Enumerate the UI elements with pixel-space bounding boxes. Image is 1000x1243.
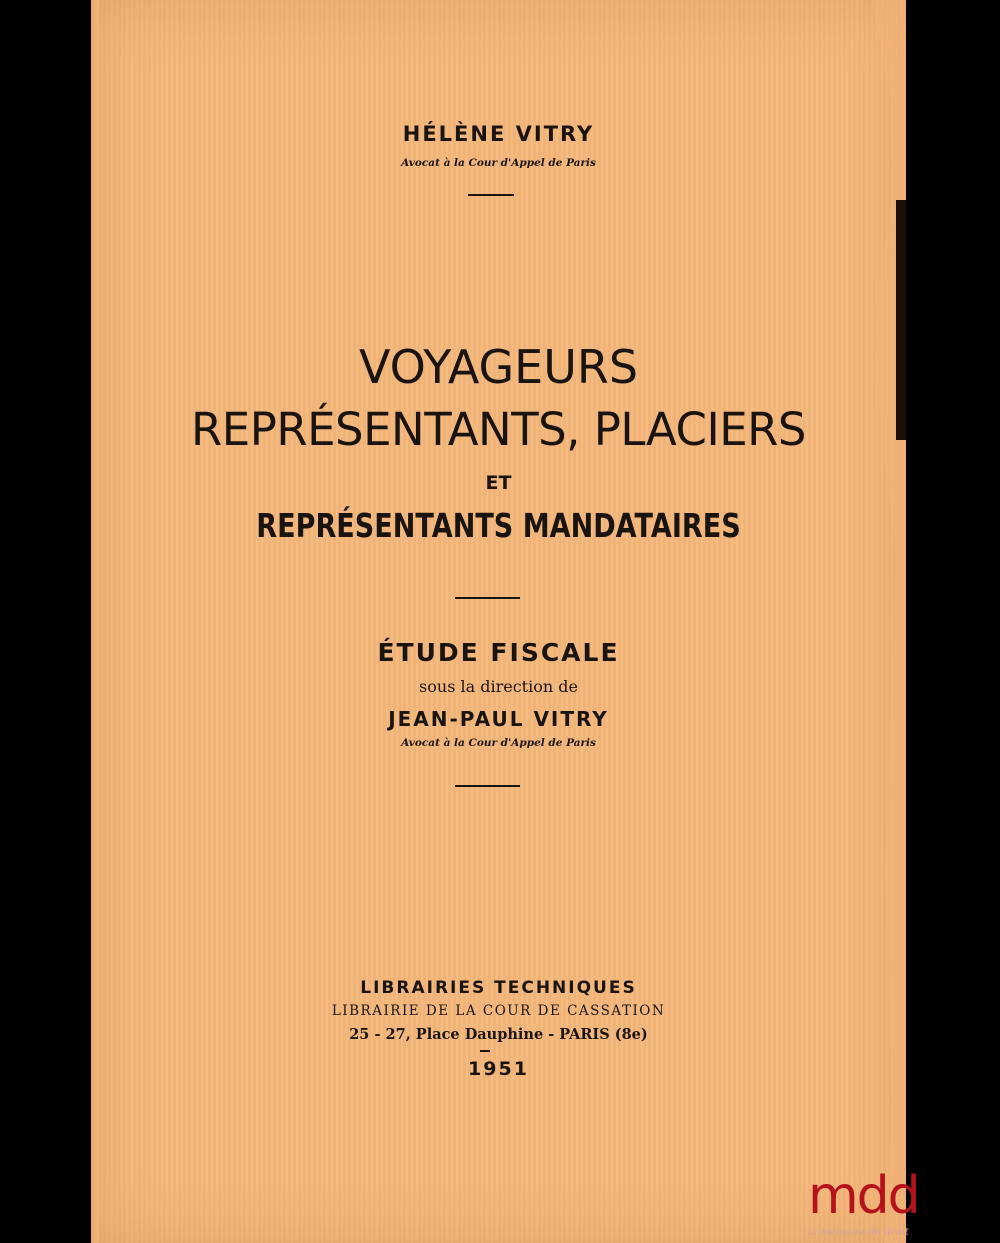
divider-3 xyxy=(455,785,520,787)
author-affiliation: Avocat à la Cour d'Appel de Paris xyxy=(401,157,596,169)
book-cover xyxy=(91,0,906,1243)
publisher-name: LIBRAIRIES TECHNIQUES xyxy=(360,978,637,998)
mdd-logo xyxy=(808,1166,919,1243)
title-line-1: VOYAGEURS xyxy=(358,340,639,394)
divider-2 xyxy=(455,597,520,599)
cover-left-edge xyxy=(91,0,99,1243)
title-conjunction: ET xyxy=(485,472,512,494)
divider-1 xyxy=(468,194,514,196)
title-line-3: REPRÉSENTANTS MANDATAIRES xyxy=(256,506,741,545)
publisher-address: 25 - 27, Place Dauphine - PARIS (8e) xyxy=(349,1026,648,1043)
title-line-2: REPRÉSENTANTS, PLACIERS xyxy=(191,403,806,456)
direction-text: sous la direction de xyxy=(419,677,578,696)
publication-year: 1951 xyxy=(468,1058,529,1080)
logo-text: mdd xyxy=(808,1166,919,1226)
logo-tagline: la mémoire du droit xyxy=(808,1227,909,1238)
director-name: JEAN-PAUL VITRY xyxy=(388,707,609,731)
publisher-subname: LIBRAIRIE DE LA COUR DE CASSATION xyxy=(331,1003,666,1019)
author-name: HÉLÈNE VITRY xyxy=(402,122,595,146)
director-affiliation: Avocat à la Cour d'Appel de Paris xyxy=(401,737,596,749)
subtitle: ÉTUDE FISCALE xyxy=(377,638,620,667)
divider-4 xyxy=(480,1050,490,1052)
